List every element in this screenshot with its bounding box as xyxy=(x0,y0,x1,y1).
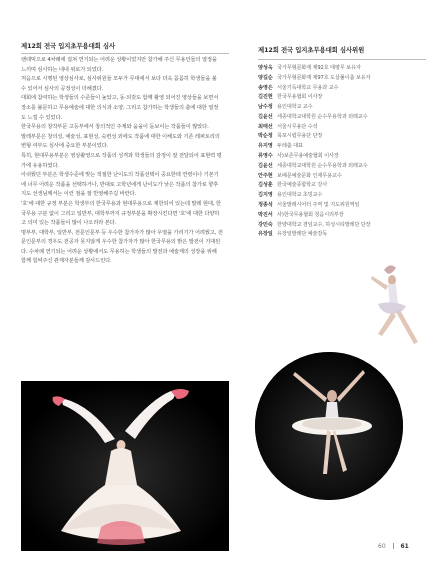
jury-member xyxy=(258,211,428,221)
review-paragraph: 처음으로 시행된 영상심사로, 심사위원들 모두가 무대에서 보다 더욱 꼼꼼히 학생들을 볼 수 있어서 심사의 공정성이 더해졌다. xyxy=(21,76,217,92)
jury-member-role: 한양대학교 겸임교수, 하성시티발레단 단장 xyxy=(277,221,371,228)
jury-member-role: 국가무형문화재 제97호 도살풀이춤 보유자 xyxy=(277,74,371,81)
page-number-divider xyxy=(393,543,394,549)
jury-title-divider xyxy=(258,59,426,60)
review-paragraph: 명부부, 대학부, 일반부, 전문인문부 등 우수한 참가자가 많아 우열을 가리기가 어려웠고, 전문인문부의 경우도 전공자 못지않게 우수한 참가자가 많아 한국무용의 밝은 발전이 기대된다. 수차례 연기되는 어려운 상황에서도 무용하는 학생들의 발전과 예술계의 성장을 위해 함께 힘써주신 관계자분들께 감사드린다. xyxy=(21,229,223,265)
review-paragraph: 팬데믹으로 4차례에 걸쳐 연기되는 어려운 상황이었지만 참가해 주신 무용인들의 열정을 느끼며 심사하는 내내 위로가 되었다. xyxy=(21,57,217,73)
tutu-dancer-figure xyxy=(255,352,403,500)
jury-member-name: 박진서 xyxy=(258,211,273,218)
jury-member-name: 최태선 xyxy=(258,123,273,130)
review-paragraph: 한국무용의 창작부문 고등부에서 창의적인 주제와 움을이 돋보이는 작품들이 많았다. xyxy=(21,124,209,131)
jury-list xyxy=(258,64,428,240)
jury-member-name: 남수정 xyxy=(258,104,273,111)
review-paragraph: 대회에 참여하는 학생들의 수준들이 높았고, 동·외갖도 함께 촬영 되어진 영상들을 보면서 장소를 불문하고 무용예술에 대한 의식과 소양, 그리고 참가하는 학생들의 춤에 대한 열정도 느낄 수 있었다. xyxy=(21,95,219,121)
jury-member-role: 두레춤 대표 xyxy=(277,143,303,150)
jury-member-name: 김성훈 xyxy=(258,182,273,189)
jury-member xyxy=(258,74,428,84)
jury-member-role: 보배문예술문화 인재무용교수 xyxy=(277,172,342,179)
jury-member xyxy=(258,113,428,123)
jury-member-role: 세종대학교대학원 순수무용학과 외래교수 xyxy=(277,113,368,120)
fan-dancer-figure xyxy=(21,381,229,551)
jury-member-role: 한국예술종합학교 강사 xyxy=(277,182,328,189)
jury-member-role: 용인대학교 초빙교수 xyxy=(277,192,323,199)
ballet-leap-figure xyxy=(348,260,430,358)
jury-member xyxy=(258,64,428,74)
jury-member-name: 김진현 xyxy=(258,94,273,101)
jury-title: 제12회 전국 입지초무용대회 심사위원 xyxy=(258,46,365,54)
review-section xyxy=(21,41,223,267)
jury-member xyxy=(258,84,428,94)
dancer-photo-fan-dance xyxy=(21,381,229,551)
jury-member-role: 서울기독대학교 무용과 교수 xyxy=(277,84,339,91)
review-paragraph: 아쉬웠던 부분은 학생수준에 맞는 적절한 난이도의 작품선택이 중요한데 연령이나 기본기에 너무 어려운 작품을 선택하거나, 반대로 고학년에게 난이도가 낮은 작품의 참가로 향후 지도 선생님께서는 이런 점을 잘 반영해주길 바란다. xyxy=(21,172,219,198)
jury-member-name: 김윤선 xyxy=(258,162,273,169)
review-title-divider xyxy=(21,53,229,54)
jury-member xyxy=(258,93,428,103)
jury-member-name: 김지영 xyxy=(258,192,273,199)
jury-member xyxy=(258,181,428,191)
jury-member-name: 유장일 xyxy=(258,231,273,238)
jury-member-name: 강민숙 xyxy=(258,221,273,228)
jury-header xyxy=(258,45,426,54)
jury-member-name: 유지영 xyxy=(258,143,273,150)
page-numbers xyxy=(378,543,409,550)
jury-member-role: 세종대학교대학원 순수무용학과 외래교수 xyxy=(277,162,368,169)
jury-member xyxy=(258,201,428,211)
dancer-photo-tutu xyxy=(255,352,403,500)
jury-member xyxy=(258,152,428,162)
jury-member xyxy=(258,132,428,142)
jury-member-role: 용인대학교 교수 xyxy=(277,104,313,111)
jury-member xyxy=(258,123,428,133)
jury-member xyxy=(258,103,428,113)
page-number-left: 60 xyxy=(378,543,386,550)
jury-member-name: 송영은 xyxy=(258,84,273,91)
jury-member-name: 류영수 xyxy=(258,153,273,160)
review-title: 제12회 전국 입지초무용대회 심사 xyxy=(21,42,116,50)
jury-member xyxy=(258,142,428,152)
jury-member-role: 사)한국무용협회 청음시리부장 xyxy=(277,211,344,218)
jury-member xyxy=(258,172,428,182)
jury-member-role: 서울발레시어터 주역 및 지도위원역임 xyxy=(277,201,360,208)
page-number-right: 61 xyxy=(400,543,409,550)
review-body xyxy=(21,56,223,267)
jury-member-name: 박순정 xyxy=(258,133,273,140)
jury-member-name: 안주현 xyxy=(258,172,273,179)
jury-member-role: 한국무용협회 이사장 xyxy=(277,94,323,101)
jury-member-name: 정종석 xyxy=(258,201,273,208)
jury-member-role: 사)보존무용예술협회 이사장 xyxy=(277,153,339,160)
jury-member-role: 서울시무용단 수석 xyxy=(277,123,318,130)
dancer-photo-ballet-leap xyxy=(348,260,430,358)
jury-member-name: 김윤선 xyxy=(258,113,273,120)
review-paragraph: '호'에 대한 규정 부분은 학생부의 한국무용과 현대무용으로 제한되어 있는데 발레 현대, 한국무용 구분 없이 그리고 일반부, 대학부까지 규정부분을 확장시킨다면 '호'에 대한 다양하고 의미 있는 작품들이 많이 나오리라 본다. xyxy=(21,200,221,227)
jury-member xyxy=(258,230,428,240)
jury-member xyxy=(258,221,428,231)
jury-member-name: 양성옥 xyxy=(258,65,273,71)
jury-member xyxy=(258,191,428,201)
jury-member-role: 유장일발레단 예술감독 xyxy=(277,231,328,238)
jury-member xyxy=(258,162,428,172)
review-paragraph: 특히, 현대무용부분은 영상촬영으로 작품의 성격과 학생들의 감정이 잘 전달되어 표현력 평가에 유용하였다. xyxy=(21,152,222,169)
jury-member-name: 양길순 xyxy=(258,74,273,81)
review-paragraph: 발레부문은 창의성, 예술성, 표현성, 숙련성 외에도 작품에 대한 이해도와 기존 레퍼토리의 변형 여부도 심사에 중요한 부분이었다. xyxy=(21,133,220,150)
jury-member-role: 목포시립무용단 단장 xyxy=(277,133,323,140)
jury-member-role: 국가무형문화재 제92호 태평무 보유자 xyxy=(277,65,361,71)
